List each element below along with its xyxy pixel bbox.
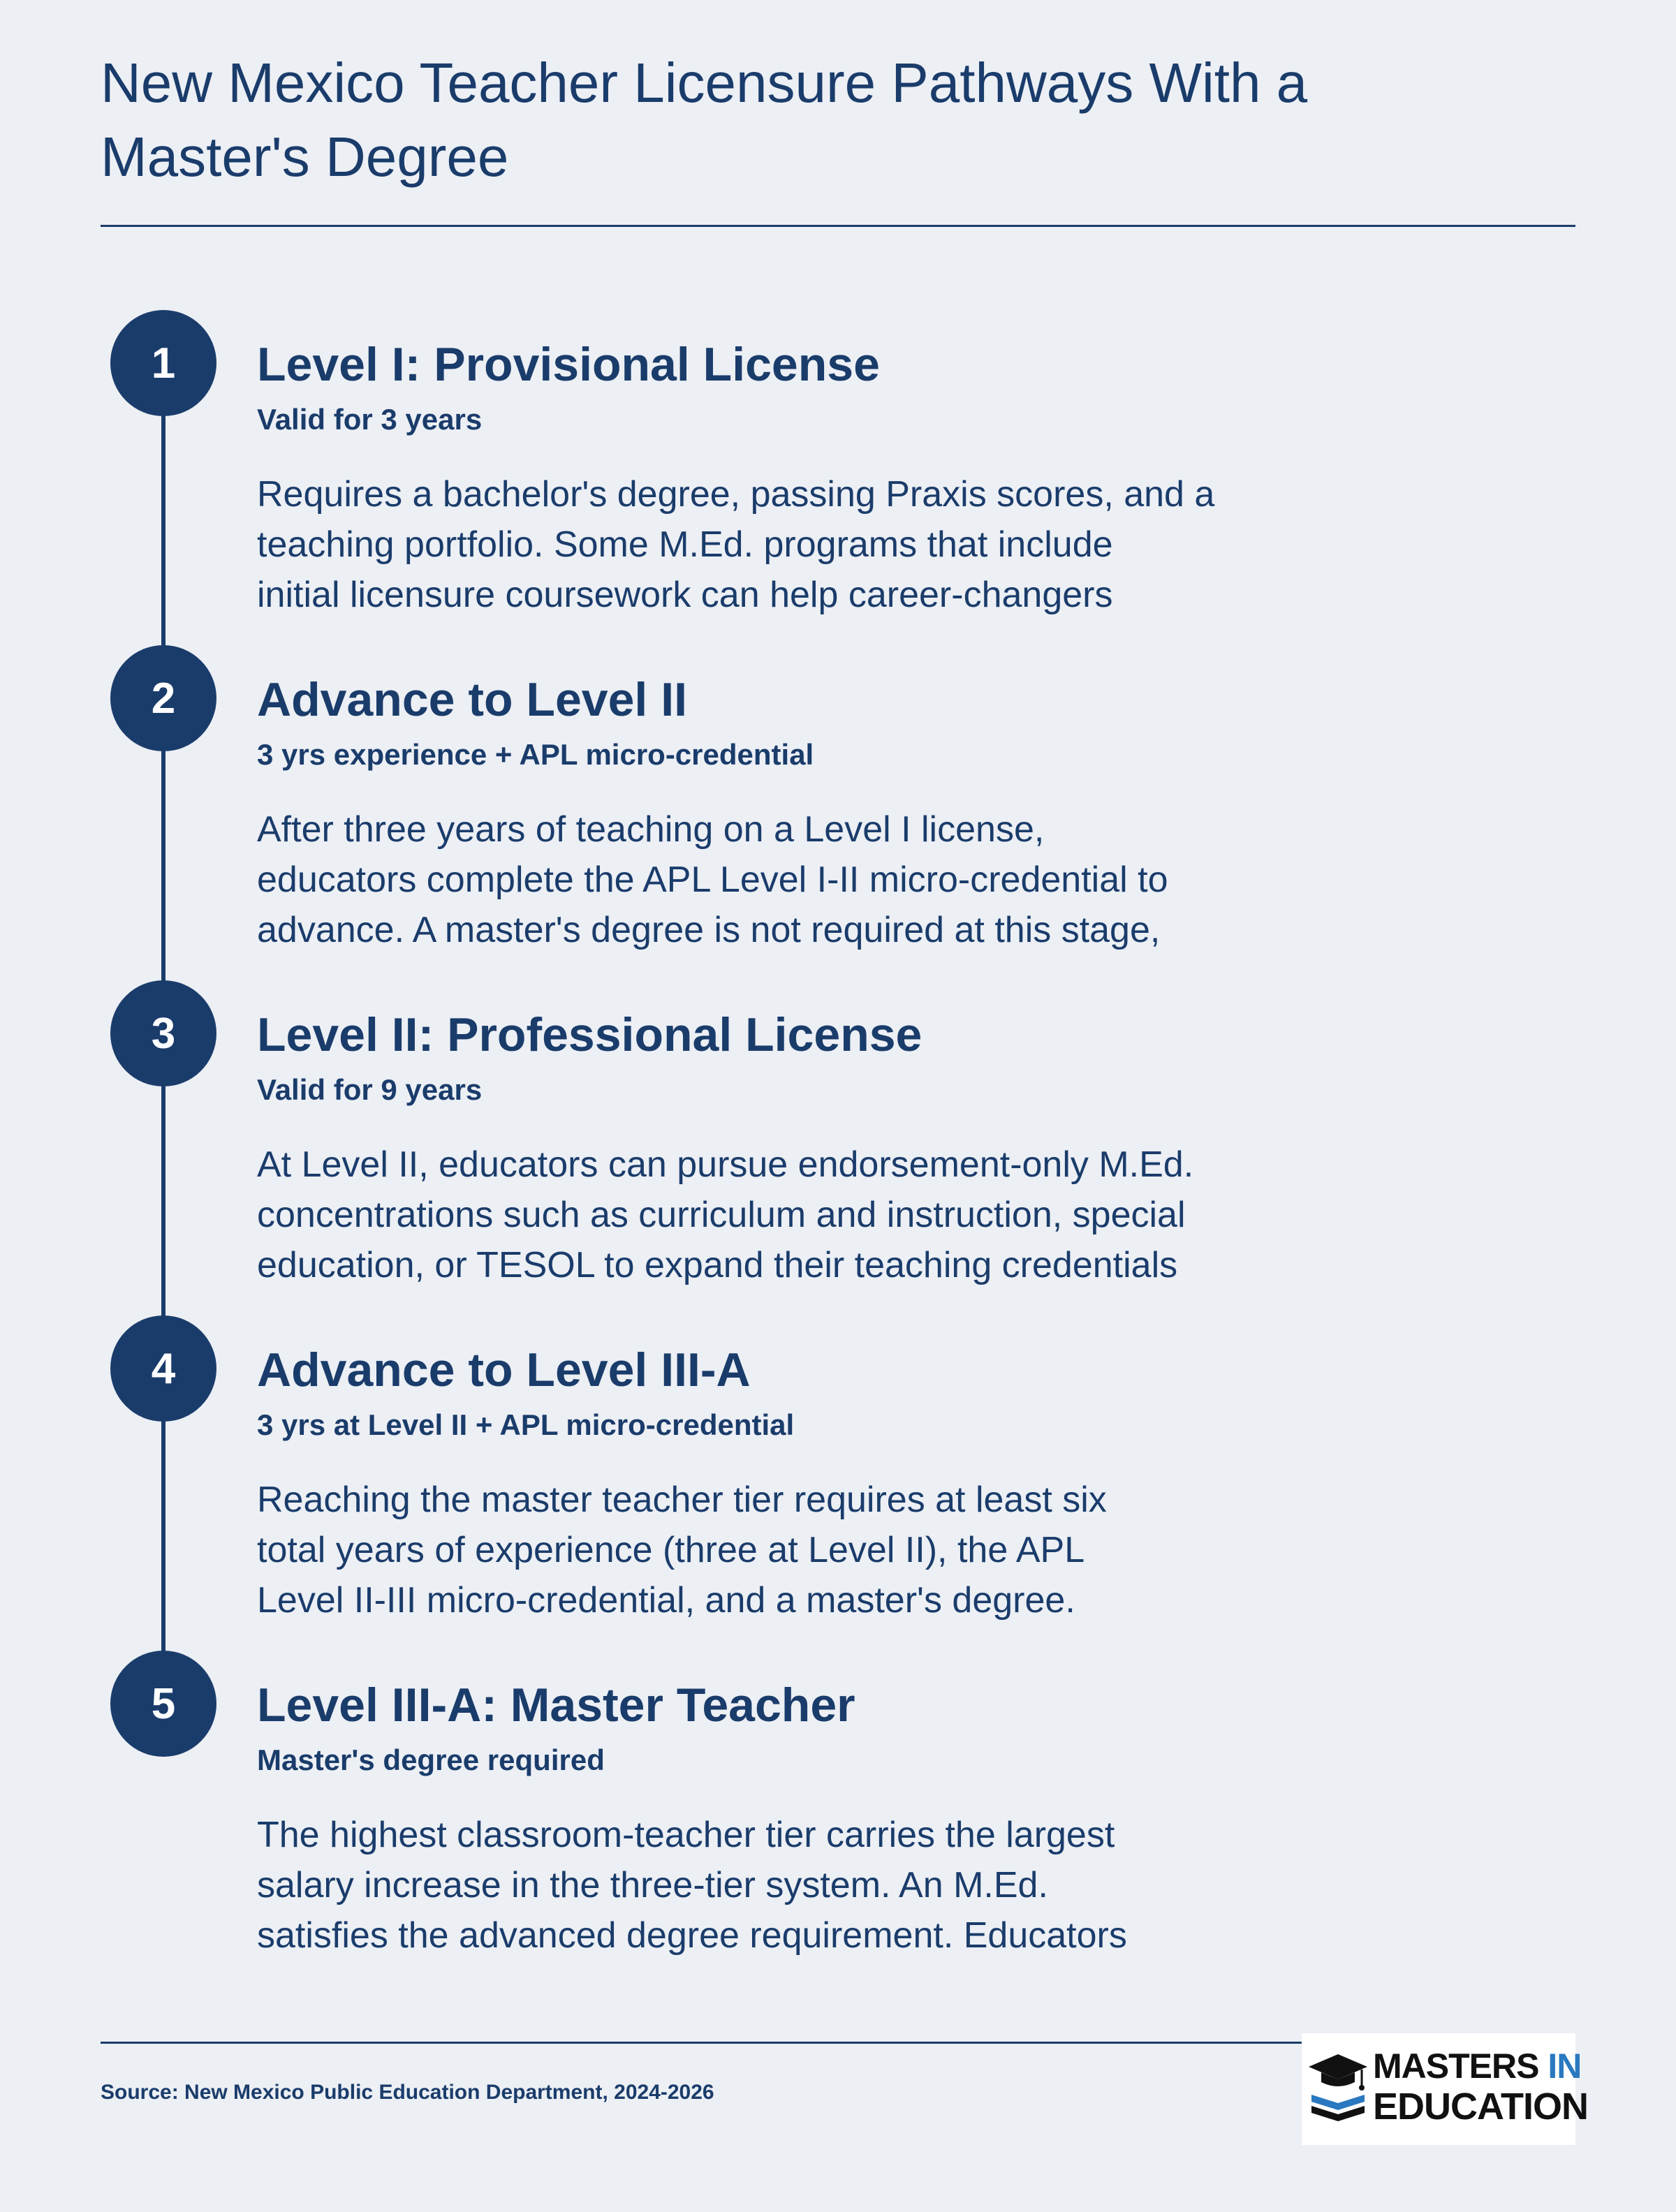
step-subtitle: Valid for 3 years: [257, 403, 483, 436]
step-description: [257, 469, 1346, 620]
step-title: Level III-A: Master Teacher: [257, 1679, 855, 1732]
step-description-line: satisfies the advanced degree requirement. Educators: [257, 1915, 1127, 1956]
brand-logo: [1302, 2033, 1588, 2145]
source-note: Source: New Mexico Public Education Department, 2024-2026: [101, 2081, 714, 2104]
step-number-badge: 1: [110, 310, 216, 416]
step-subtitle: 3 yrs at Level II + APL micro-credential: [257, 1408, 795, 1441]
logo-in-text: IN: [1548, 2047, 1582, 2086]
step-title: Level II: Professional License: [257, 1008, 922, 1061]
step-title: Advance to Level II: [257, 673, 687, 726]
step-description-line: At Level II, educators can pursue endorsement-only M.Ed.: [257, 1144, 1194, 1185]
step-description: [257, 1810, 1346, 1961]
page-title: New Mexico Teacher Licensure Pathways With a Master's Degree: [101, 52, 1308, 188]
step-description-line: concentrations such as curriculum and instruction, special: [257, 1195, 1186, 1235]
step-title: Level I: Provisional License: [257, 338, 880, 391]
step-description: [257, 1475, 1346, 1625]
step-number-badge: 4: [110, 1315, 216, 1422]
step-description-line: teaching portfolio. Some M.Ed. programs that include: [257, 524, 1113, 565]
logo-wordmark-bottom: EDUCATION: [1373, 2086, 1588, 2128]
logo-masters-text: MASTERS: [1373, 2047, 1539, 2086]
step-description-line: Requires a bachelor's degree, passing Praxis scores, and a: [257, 474, 1215, 515]
step-description: [257, 1140, 1346, 1290]
step-number-badge: 3: [110, 980, 216, 1086]
logo-wordmark-top: [1373, 2047, 1581, 2085]
step-number-badge: 2: [110, 645, 216, 751]
step-description-line: advance. A master's degree is not required at this stage,: [257, 910, 1161, 950]
step-subtitle: 3 yrs experience + APL micro-credential: [257, 738, 814, 771]
step-title: Advance to Level III-A: [257, 1343, 751, 1396]
step-description-line: After three years of teaching on a Level I license,: [257, 809, 1045, 850]
step-description-line: Reaching the master teacher tier requires at least six: [257, 1480, 1107, 1520]
step-description-line: education, or TESOL to expand their teaching credentials: [257, 1245, 1178, 1285]
step-number-badge: 5: [110, 1651, 216, 1757]
step-description-line: educators complete the APL Level I-II micro-credential to: [257, 860, 1168, 900]
step-description-line: The highest classroom-teacher tier carries the largest: [257, 1815, 1115, 1855]
graduation-cap-on-books-icon: [1309, 2046, 1367, 2130]
step-subtitle: Valid for 9 years: [257, 1073, 483, 1106]
step-description-line: salary increase in the three-tier system. An M.Ed.: [257, 1865, 1048, 1905]
step-description: [257, 804, 1346, 955]
step-subtitle: Master's degree required: [257, 1743, 605, 1776]
step-description-line: Level II-III micro-credential, and a master's degree.: [257, 1580, 1075, 1621]
step-description-line: total years of experience (three at Level II), the APL: [257, 1530, 1085, 1570]
title-divider: [101, 225, 1575, 227]
step-description-line: initial licensure coursework can help career-changers: [257, 575, 1113, 615]
